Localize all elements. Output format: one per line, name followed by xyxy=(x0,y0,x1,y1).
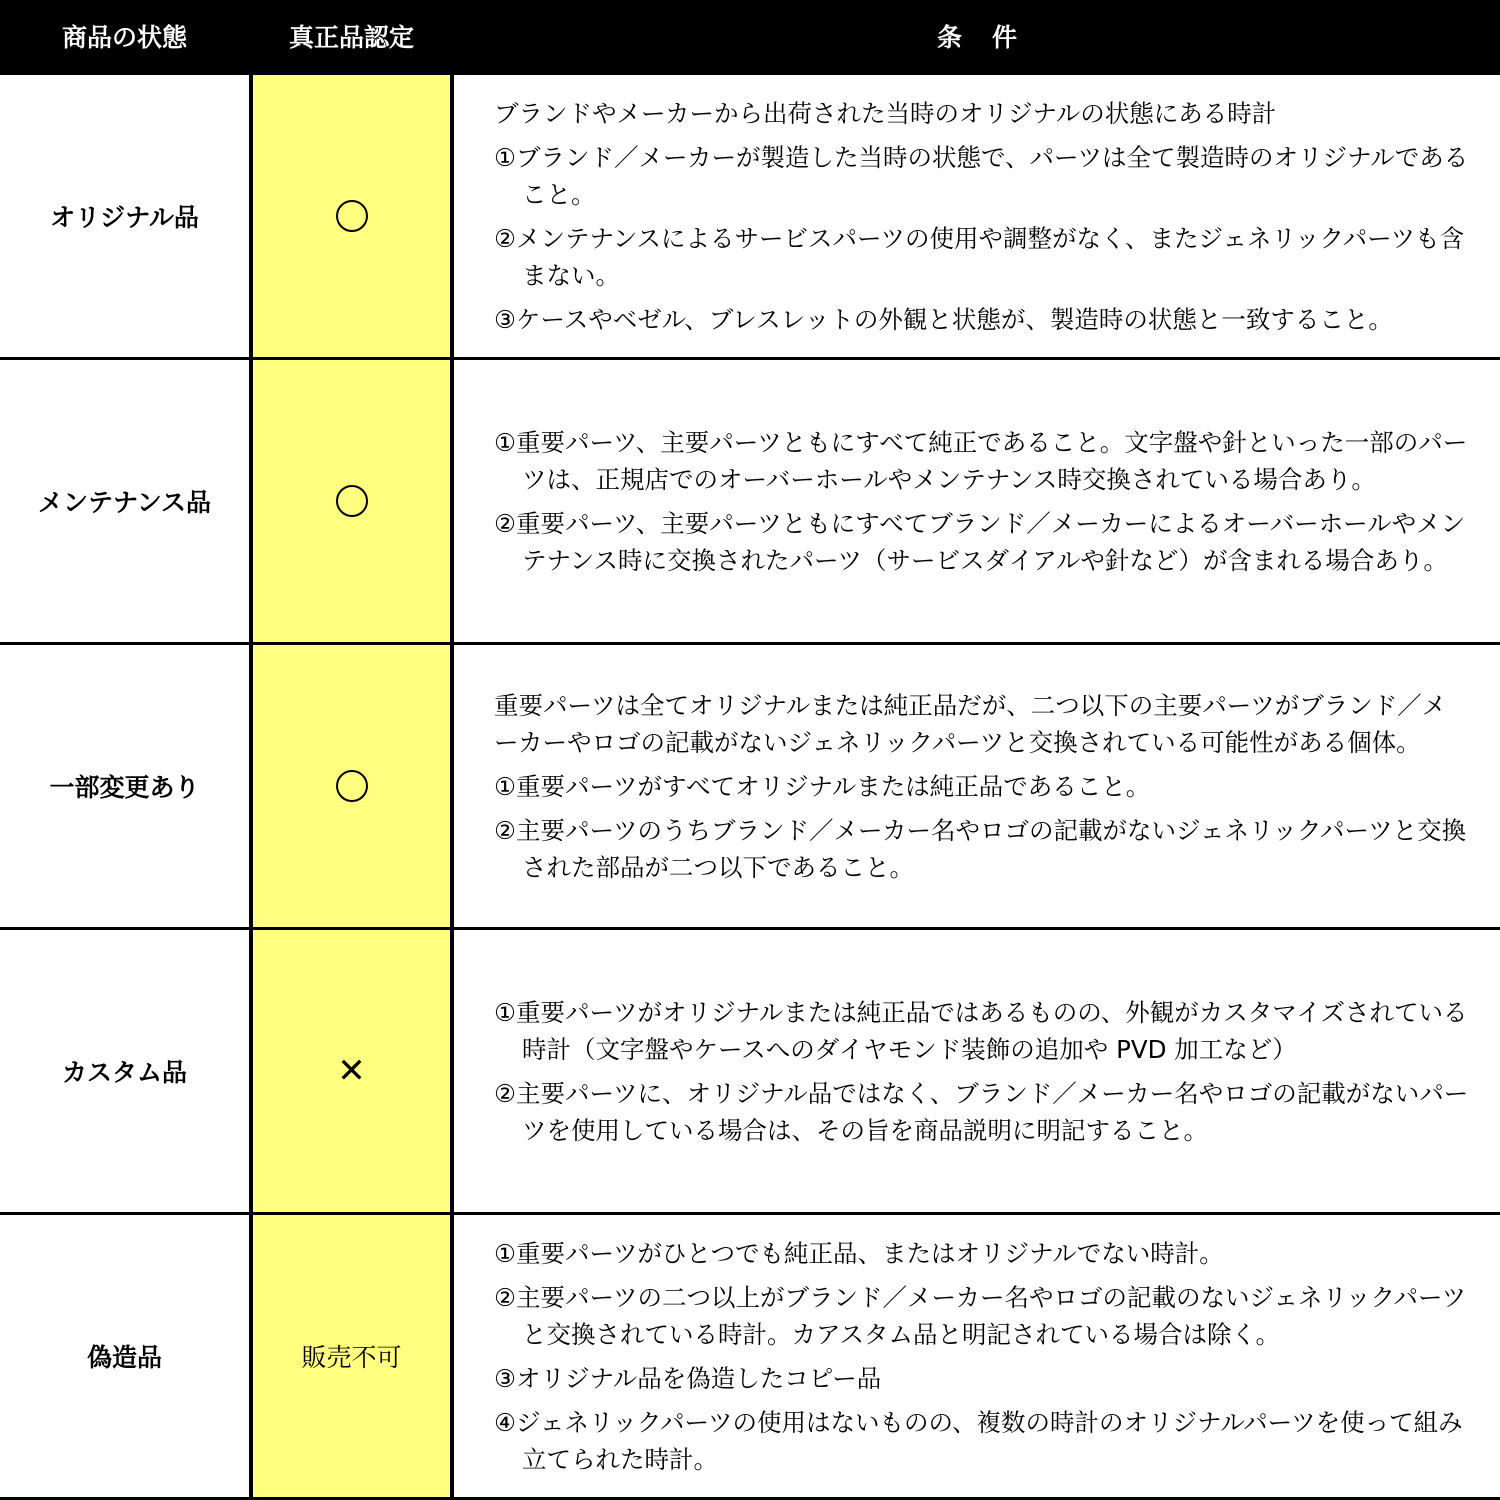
condition-line: ②主要パーツの二つ以上がブランド／メーカー名やロゴの記載のないジェネリックパーツと交換されている時計。カアスタム品と明記されている場合は除く。 xyxy=(494,1282,1467,1349)
header-conditions-label: 条件 xyxy=(936,23,1047,52)
circle-icon xyxy=(336,200,368,232)
row-state-cell xyxy=(0,75,249,357)
header-conditions xyxy=(454,0,1500,72)
not-for-sale-label: 販売不可 xyxy=(301,1343,402,1372)
condition-line: ②重要パーツ、主要パーツともにすべてブランド／メーカーによるオーバーホールやメンテナンス時に交換されたパーツ（サービスダイアルや針など）が含まれる場合あり。 xyxy=(494,508,1466,575)
condition-line: ①重要パーツ、主要パーツともにすべて純正であること。文字盤や針といった一部のパーツは、正規店でのオーバーホールやメンテナンス時交換されている場合あり。 xyxy=(494,427,1468,494)
condition-line: ③オリジナル品を偽造したコピー品 xyxy=(494,1363,882,1393)
condition-line: ①重要パーツがすべてオリジナルまたは純正品であること。 xyxy=(494,771,1151,801)
condition-line: ①重要パーツがオリジナルまたは純正品ではあるものの、外観がカスタマイズされている時計（文字盤やケースへのダイヤモンド装飾の追加や PVD 加工など） xyxy=(494,997,1468,1064)
header-authenticity-label: 真正品認定 xyxy=(288,23,414,52)
row-state-label: オリジナル品 xyxy=(50,203,199,232)
row-conditions-cell xyxy=(454,645,1500,927)
condition-line: ③ケースやベゼル、ブレスレットの外観と状態が、製造時の状態と一致すること。 xyxy=(494,304,1393,334)
condition-line: ①重要パーツがひとつでも純正品、またはオリジナルでない時計。 xyxy=(494,1238,1224,1268)
row-state-cell xyxy=(0,1215,249,1497)
circle-icon xyxy=(336,770,368,802)
row-conditions-cell xyxy=(454,360,1500,642)
row-authenticity-cell xyxy=(253,360,450,642)
header-state xyxy=(0,0,249,72)
row-state-label: カスタム品 xyxy=(61,1058,187,1087)
condition-line: ②主要パーツのうちブランド／メーカー名やロゴの記載がないジェネリックパーツと交換された部品が二つ以下であること。 xyxy=(494,815,1467,882)
row-state-cell xyxy=(0,360,249,642)
condition-line: ②主要パーツに、オリジナル品ではなく、ブランド／メーカー名やロゴの記載がないパーツを使用している場合は、その旨を商品説明に明記すること。 xyxy=(494,1078,1469,1145)
row-authenticity-cell xyxy=(253,75,450,357)
row-state-label: 偽造品 xyxy=(86,1343,162,1372)
row-conditions-cell xyxy=(454,75,1500,357)
row-state-cell xyxy=(0,930,249,1212)
row-authenticity-cell xyxy=(253,1215,450,1497)
row-conditions-cell xyxy=(454,930,1500,1212)
condition-line: ④ジェネリックパーツの使用はないものの、複数の時計のオリジナルパーツを使って組み立てられた時計。 xyxy=(494,1407,1463,1474)
header-state-label: 商品の状態 xyxy=(61,23,187,52)
row-state-label: メンテナンス品 xyxy=(37,488,211,517)
condition-line: ブランドやメーカーから出荷された当時のオリジナルの状態にある時計 xyxy=(494,98,1277,128)
condition-line: ②メンテナンスによるサービスパーツの使用や調整がなく、またジェネリックパーツも含まない。 xyxy=(494,223,1465,290)
row-authenticity-cell xyxy=(253,930,450,1212)
condition-line: 重要パーツは全てオリジナルまたは純正品だが、二つ以下の主要パーツがブランド／メーカーやロゴの記載がないジェネリックパーツと交換されている可能性がある個体。 xyxy=(494,690,1447,757)
row-state-cell xyxy=(0,645,249,927)
cross-icon: ✕ xyxy=(337,1051,366,1091)
condition-line: ①ブランド／メーカーが製造した当時の状態で、パーツは全て製造時のオリジナルであること。 xyxy=(494,142,1469,209)
row-conditions-cell xyxy=(454,1215,1500,1497)
row-authenticity-cell xyxy=(253,645,450,927)
row-state-label: 一部変更あり xyxy=(49,773,200,802)
circle-icon xyxy=(336,485,368,517)
header-authenticity xyxy=(253,0,450,72)
